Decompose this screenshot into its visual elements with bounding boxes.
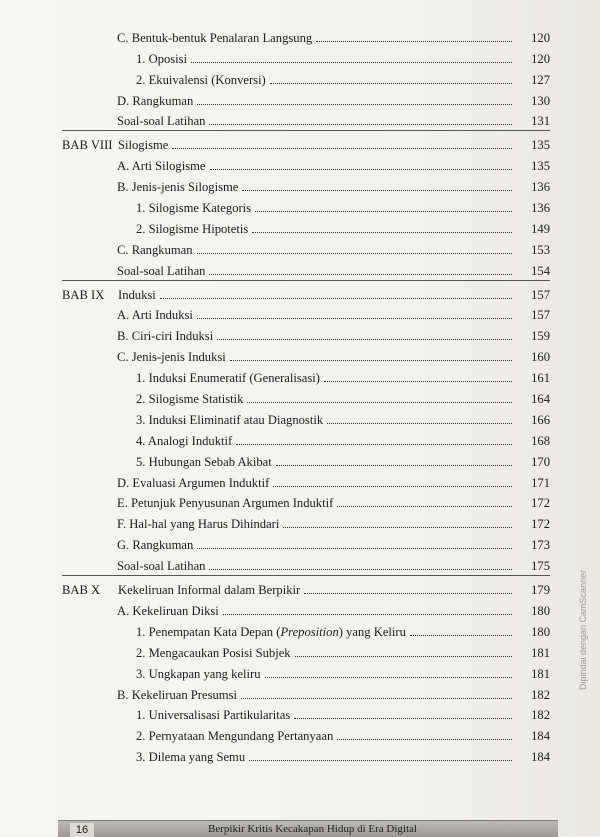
toc-entry-row[interactable] — [62, 490, 550, 511]
toc-chapter-row[interactable] — [62, 131, 550, 152]
toc-page-number: 182 — [531, 708, 550, 723]
dot-leader — [295, 655, 512, 657]
toc-page-number: 127 — [531, 72, 550, 87]
toc-entry-row[interactable] — [62, 173, 550, 194]
dot-leader — [252, 231, 512, 233]
dot-leader — [197, 547, 512, 549]
toc-entry-row[interactable] — [62, 427, 550, 448]
toc-entry-title: F. Hal-hal yang Harus Dihindari — [117, 517, 280, 532]
dot-leader — [191, 61, 512, 63]
toc-entry-title: A. Arti Silogisme — [117, 159, 206, 174]
toc-entry-title: 1. Oposisi — [136, 51, 188, 66]
toc-entry-title: 2. Pernyataan Mengundang Pertanyaan — [136, 729, 334, 744]
dot-leader — [327, 422, 512, 424]
toc-entry-row[interactable] — [62, 406, 550, 427]
toc-entry-row[interactable] — [62, 257, 550, 278]
toc-page-number: 157 — [531, 287, 550, 302]
toc-page-number: 120 — [531, 51, 550, 66]
dot-leader — [209, 273, 512, 275]
toc-entry-title: B. Jenis-jenis Silogisme — [117, 180, 239, 195]
toc-entry-title: A. Kekeliruan Diksi — [117, 603, 219, 618]
toc-entry-title: 4. Analogi Induktif — [136, 433, 233, 448]
toc-page-number: 173 — [531, 538, 550, 553]
page-number: 16 — [70, 823, 94, 837]
toc-entry-row[interactable] — [62, 343, 550, 364]
dot-leader — [197, 252, 512, 254]
toc-page-number: 161 — [531, 371, 550, 386]
toc-entry-title: B. Ciri-ciri Induksi — [117, 329, 214, 344]
toc-page-number: 166 — [531, 412, 550, 427]
toc-page-number: 164 — [531, 392, 550, 407]
toc-page-number: 131 — [531, 114, 550, 129]
dot-leader — [270, 82, 512, 84]
toc-page-number: 160 — [531, 350, 550, 365]
toc-entry-title: 5. Hubungan Sebab Akibat — [136, 454, 272, 469]
toc-page-number: 181 — [531, 666, 550, 681]
toc-page-number: 170 — [531, 454, 550, 469]
dot-leader — [255, 210, 512, 212]
toc-entry-title: D. Rangkuman — [117, 93, 194, 108]
toc-entry-title: 2. Silogisme Hipotetis — [136, 221, 249, 236]
toc-entry-row[interactable] — [62, 66, 550, 87]
toc-entry-title: 2. Ekuivalensi (Konversi) — [136, 72, 266, 87]
toc-entry-row[interactable] — [62, 152, 550, 173]
toc-page-number: 172 — [531, 496, 550, 511]
page-footer — [58, 820, 558, 837]
dot-leader — [247, 401, 512, 403]
toc-entry-title: Soal-soal Latihan — [117, 263, 206, 278]
dot-leader — [337, 738, 512, 740]
dot-leader — [242, 189, 512, 191]
toc-page-number: 120 — [531, 30, 550, 45]
dot-leader — [230, 359, 512, 361]
toc-entry-row[interactable] — [62, 510, 550, 531]
dot-leader — [241, 697, 512, 699]
toc-page-number: 130 — [531, 93, 550, 108]
toc-entry-row[interactable] — [62, 702, 550, 723]
toc-entry-row[interactable] — [62, 639, 550, 660]
toc-entry-row[interactable] — [62, 743, 550, 764]
toc-page-number: 180 — [531, 603, 550, 618]
toc-entry-row[interactable] — [62, 660, 550, 681]
toc-entry-row[interactable] — [62, 215, 550, 236]
toc-chapter-row[interactable] — [62, 576, 550, 597]
toc-entry-title: 3. Induksi Eliminatif atau Diagnostik — [136, 412, 324, 427]
toc-entry-title: G. Rangkuman — [117, 538, 194, 553]
dot-leader — [316, 40, 512, 42]
dot-leader — [210, 168, 512, 170]
toc-entry-row[interactable] — [62, 469, 550, 490]
toc-entry-title: Soal-soal Latihan — [117, 559, 206, 574]
toc-page-number: 136 — [531, 180, 550, 195]
toc-entry-title: B. Kekeliruan Presumsi — [117, 687, 237, 702]
toc-entry-title: C. Rangkuman — [117, 242, 193, 257]
toc-page-number: 180 — [531, 624, 550, 639]
toc-page-number: 154 — [531, 263, 550, 278]
toc-page-number: 157 — [531, 308, 550, 323]
dot-leader — [265, 676, 512, 678]
dot-leader — [160, 297, 512, 299]
scanner-watermark: Dipindai dengan CamScanner — [578, 569, 588, 690]
dot-leader — [217, 338, 512, 340]
toc-page-number: 135 — [531, 159, 550, 174]
toc-page-number: 184 — [531, 729, 550, 744]
toc-page-number: 181 — [531, 645, 550, 660]
toc-entry-row[interactable] — [62, 681, 550, 702]
toc-page-number: 171 — [531, 475, 550, 490]
toc-entry-row[interactable] — [62, 385, 550, 406]
toc-page-number: 184 — [531, 750, 550, 765]
toc-entry-row[interactable] — [62, 722, 550, 743]
toc-page-number: 175 — [531, 559, 550, 574]
toc-chapter-label: BAB VIII — [62, 138, 113, 153]
toc-entry-row[interactable] — [62, 597, 550, 618]
toc-entry-title: 3. Dilema yang Semu — [136, 750, 246, 765]
dot-leader — [276, 464, 512, 466]
toc-entry-row[interactable] — [62, 552, 550, 573]
toc-page-number: 179 — [531, 583, 550, 598]
dot-leader — [197, 317, 512, 319]
toc-chapter-title: Kekeliruan Informal dalam Berpikir — [118, 583, 301, 598]
dot-leader — [294, 717, 512, 719]
toc-entry-title: E. Petunjuk Penyusunan Argumen Induktif — [117, 496, 334, 511]
toc-page-number: 136 — [531, 201, 550, 216]
toc-entry-title: 1. Universalisasi Partikularitas — [136, 708, 291, 723]
toc-entry-row[interactable] — [62, 194, 550, 215]
toc-page-number: 135 — [531, 138, 550, 153]
toc-page-number: 149 — [531, 221, 550, 236]
dot-leader — [324, 380, 512, 382]
toc-entry-row[interactable] — [62, 236, 550, 257]
running-title: Berpikir Kritis Kecakapan Hidup di Era Digital — [208, 823, 417, 835]
dot-leader — [209, 123, 512, 125]
toc-chapter-row[interactable] — [62, 281, 550, 302]
toc-entry-row[interactable] — [62, 24, 550, 45]
toc-entry-row[interactable] — [62, 302, 550, 323]
dot-leader — [304, 592, 512, 594]
dot-leader — [337, 505, 512, 507]
toc-page-number: 153 — [531, 242, 550, 257]
dot-leader — [236, 443, 512, 445]
dot-leader — [172, 147, 512, 149]
toc-entry-title: Soal-soal Latihan — [117, 114, 206, 129]
toc-entry-title: 1. Penempatan Kata Depan (Preposition) yang Keliru — [136, 624, 406, 639]
toc-entry-row[interactable] — [62, 364, 550, 385]
toc-page-number: 159 — [531, 329, 550, 344]
toc-entry-title: 1. Induksi Enumeratif (Generalisasi) — [136, 371, 320, 386]
toc-entry-row[interactable] — [62, 322, 550, 343]
toc-entry-row[interactable] — [62, 448, 550, 469]
toc-entry-title: 3. Ungkapan yang keliru — [136, 666, 261, 681]
toc-entry-row[interactable] — [62, 87, 550, 108]
toc-page-number: 168 — [531, 433, 550, 448]
toc-chapter-title: Induksi — [118, 287, 156, 302]
toc-entry-title: 2. Mengacaukan Posisi Subjek — [136, 645, 291, 660]
dot-leader — [283, 526, 512, 528]
dot-leader — [273, 485, 512, 487]
dot-leader — [249, 759, 512, 761]
dot-leader — [223, 613, 512, 615]
toc-entry-row[interactable] — [62, 531, 550, 552]
toc-chapter-label: BAB IX — [62, 287, 105, 302]
toc-entry-row[interactable] — [62, 618, 550, 639]
toc-page-number: 182 — [531, 687, 550, 702]
toc-entry-title: C. Jenis-jenis Induksi — [117, 350, 226, 365]
dot-leader — [209, 568, 512, 570]
toc-entry-row[interactable] — [62, 108, 550, 129]
toc-page-number: 172 — [531, 517, 550, 532]
toc-entry-title: D. Evaluasi Argumen Induktif — [117, 475, 270, 490]
toc-chapter-title: Silogisme — [118, 138, 169, 153]
dot-leader — [197, 103, 512, 105]
toc-entry-row[interactable] — [62, 45, 550, 66]
toc-entry-title: 1. Silogisme Kategoris — [136, 201, 252, 216]
toc-entry-title: 2. Silogisme Statistik — [136, 392, 244, 407]
toc-chapter-label: BAB X — [62, 583, 101, 598]
table-of-contents — [62, 24, 550, 764]
toc-entry-title: C. Bentuk-bentuk Penalaran Langsung — [117, 30, 313, 45]
dot-leader — [410, 634, 512, 636]
toc-entry-title: A. Arti Induksi — [117, 308, 193, 323]
